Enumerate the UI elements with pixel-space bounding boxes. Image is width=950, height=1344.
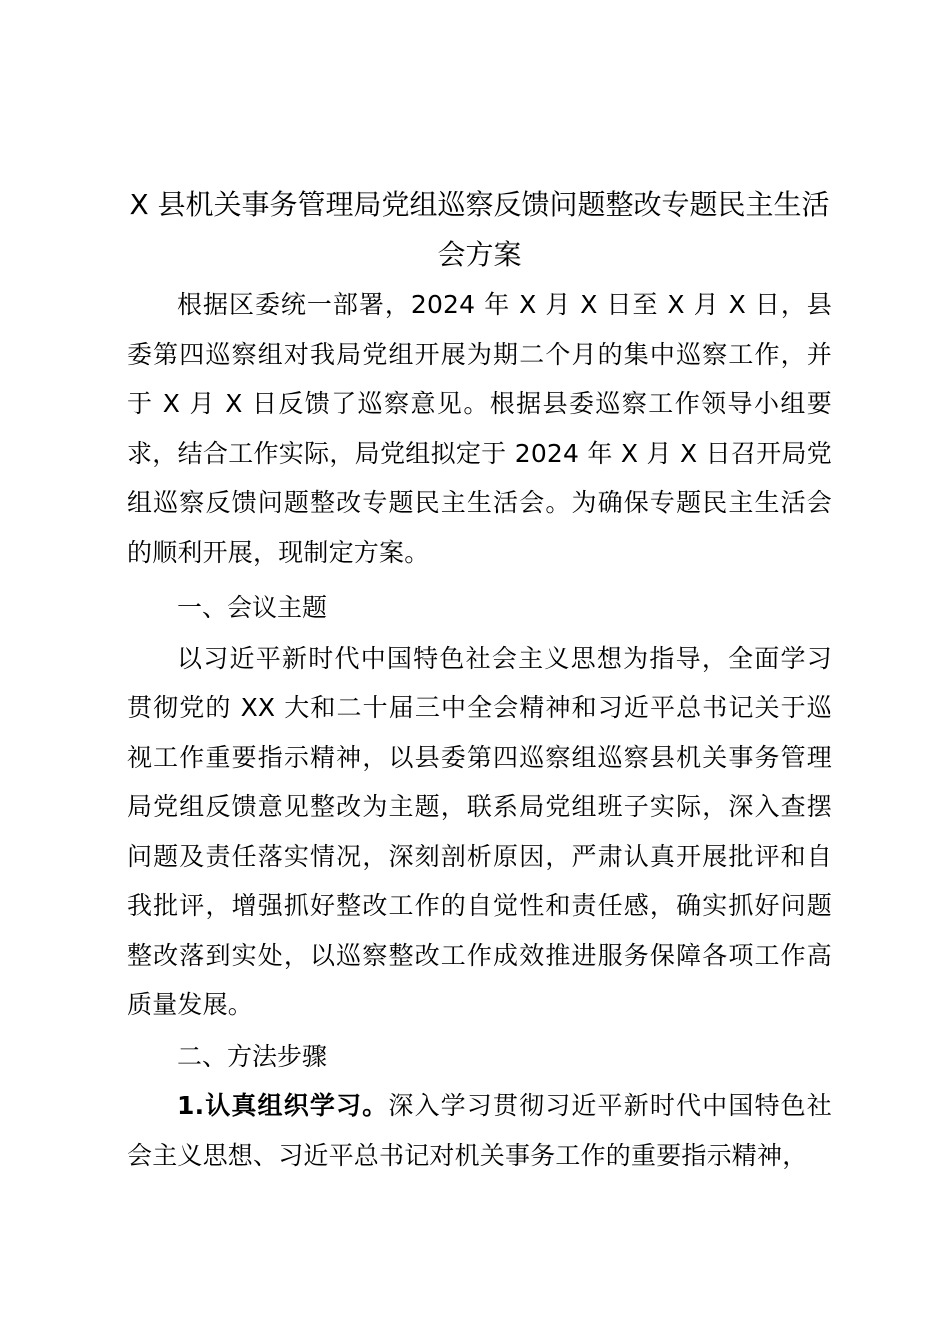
intro-paragraph: 根据区委统一部署，2024 年 X 月 X 日至 X 月 X 日，县委第四巡察组对我局党组开展为期二个月的集中巡察工作，并于 X 月 X 日反馈了巡察意见。根据县委巡察工作领导小组要求，结合工作实际，局党组拟定于 2024 年 X 月 X 日召开局党组巡察反馈问题整改专题民主生活会。为确保专题民主生活会的顺利开展，现制定方案。 xyxy=(127,290,832,567)
step-1-lead: 1.认真组织学习。 xyxy=(177,1091,389,1120)
step-1-body: 深入学习贯彻习近平新时代中国特色社会主义思想、习近平总书记对机关事务工作的重要指示精神， xyxy=(127,1091,832,1170)
section-body-meeting-theme: 以习近平新时代中国特色社会主义思想为指导，全面学习贯彻党的 XX 大和二十届三中全会精神和习近平总书记关于巡视工作重要指示精神，以县委第四巡察组巡察县机关事务管理局党组反馈意见整改为主题，联系局党组班子实际，深入查摆问题及责任落实情况，深刻剖析原因，严肃认真开展批评和自我批评，增强抓好整改工作的自觉性和责任感，确实抓好问题整改落到实处，以巡察整改工作成效推进服务保障各项工作高质量发展。 xyxy=(127,643,832,1019)
step-1-paragraph xyxy=(127,1081,832,1180)
section-heading-method-steps: 二、方法步骤 xyxy=(177,1041,328,1071)
document-body xyxy=(127,180,832,1180)
section-heading-meeting-theme: 一、会议主题 xyxy=(177,593,328,622)
document-title: X 县机关事务管理局党组巡察反馈问题整改专题民主生活会方案 xyxy=(129,188,830,271)
